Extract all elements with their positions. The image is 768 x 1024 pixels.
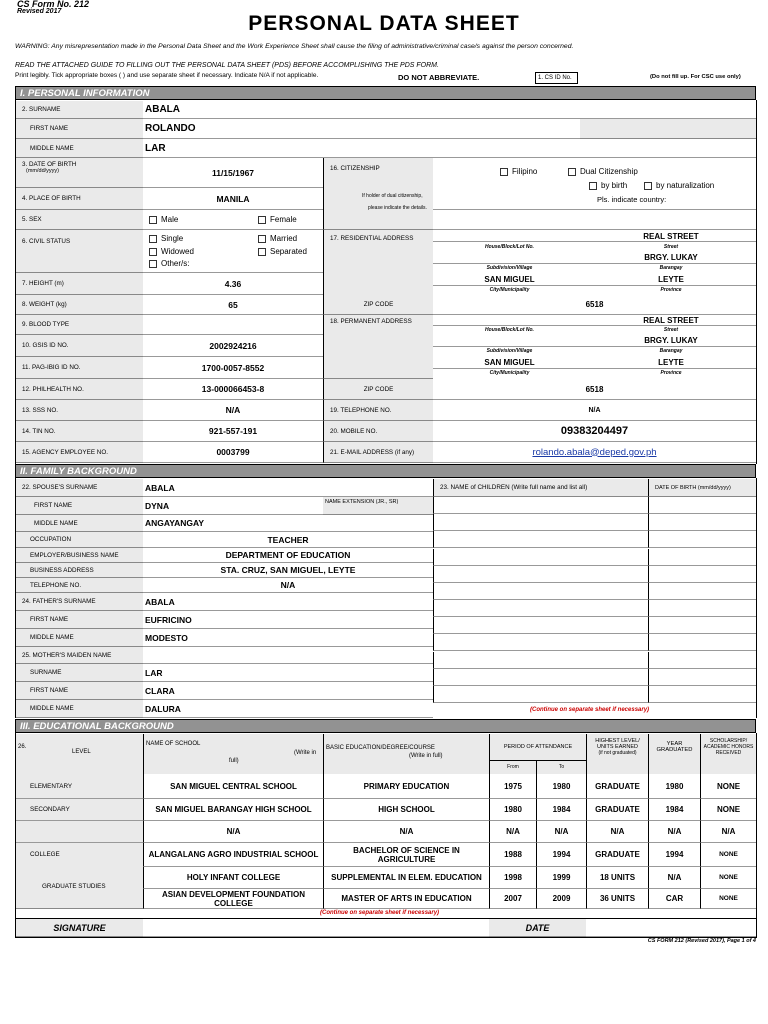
edu-school-cell[interactable]: HOLY INFANT COLLEGE <box>143 867 323 889</box>
mother-first-label: FIRST NAME <box>16 682 143 700</box>
sex-label: 5. SEX <box>16 210 143 230</box>
occupation-field[interactable]: TEACHER <box>143 532 433 548</box>
spouse-middle-field[interactable]: ANGAYANGAY <box>143 515 433 532</box>
edu-level-cell: SECONDARY <box>16 799 143 821</box>
edu-year-cell[interactable]: 1984 <box>648 799 700 821</box>
perm-zip-field[interactable]: 6518 <box>433 379 756 400</box>
civil-status-label: 6. CIVIL STATUS <box>16 230 143 273</box>
perm-city-caption: City/Municipality <box>489 370 530 376</box>
perm-subd-caption: Subdivision/Village <box>486 348 533 354</box>
philhealth-label: 12. PHILHEALTH NO. <box>16 379 143 400</box>
dob-label-cell <box>16 158 143 188</box>
edu-highest-text: HIGHEST LEVEL/ UNITS EARNED <box>595 738 640 750</box>
edu-course-cell[interactable]: PRIMARY EDUCATION <box>323 774 489 799</box>
edu-to-cell[interactable]: N/A <box>536 821 586 843</box>
graduate-studies-label: GRADUATE STUDIES <box>16 865 143 909</box>
child-dob-field[interactable] <box>648 497 756 514</box>
perm-subd-field[interactable] <box>433 335 586 347</box>
child-dob-field[interactable] <box>648 669 756 686</box>
date-field[interactable] <box>586 918 756 937</box>
pagibig-field[interactable]: 1700-0057-8552 <box>143 357 323 379</box>
res-city-caption: City/Municipality <box>489 287 530 293</box>
edu-highest-cell[interactable]: N/A <box>586 821 648 843</box>
dob-label: 3. DATE OF BIRTH <box>22 161 77 168</box>
edu-school-cell[interactable]: ASIAN DEVELOPMENT FOUNDATION COLLEGE <box>143 889 323 909</box>
res-brgy-field[interactable]: BRGY. LUKAY <box>586 252 756 264</box>
child-dob-field[interactable] <box>648 549 756 566</box>
spouse-tel-field[interactable]: N/A <box>143 578 433 593</box>
gsis-field[interactable]: 2002924216 <box>143 335 323 357</box>
civil-single-text: Single <box>161 234 184 243</box>
edu-school-cell[interactable]: N/A <box>143 821 323 843</box>
signature-field[interactable] <box>143 918 489 937</box>
perm-city-field[interactable]: SAN MIGUEL <box>433 357 586 369</box>
email-field[interactable]: rolando.abala@deped.gov.ph <box>433 442 756 463</box>
res-province-field[interactable]: LEYTE <box>586 274 756 286</box>
mother-surname-label: SURNAME <box>16 664 143 682</box>
pob-label: 4. PLACE OF BIRTH <box>16 188 143 210</box>
child-dob-field[interactable] <box>648 566 756 583</box>
edu-highest-header <box>586 734 648 774</box>
perm-street-caption: Street <box>663 327 679 333</box>
edu-to-header: To <box>536 760 586 774</box>
edu-course-cell[interactable]: BACHELOR OF SCIENCE IN AGRICULTURE <box>323 843 489 867</box>
mobile-label: 20. MOBILE NO. <box>323 421 433 442</box>
instructions-text: Print legibly. Tick appropriate boxes ( ) and use separate sheet if necessary. Indicate N/A if not applicable. <box>15 72 319 79</box>
dual-country-field[interactable] <box>433 210 756 230</box>
father-surname-field[interactable]: ABALA <box>143 593 433 611</box>
edu-school-full: full) <box>229 758 239 764</box>
edu-highest-cell[interactable]: 18 UNITS <box>586 867 648 889</box>
by-naturalization-option[interactable] <box>644 181 714 190</box>
edu-school-cell[interactable]: SAN MIGUEL CENTRAL SCHOOL <box>143 774 323 799</box>
name-extension-box <box>580 119 756 139</box>
cs-id-field[interactable]: 1. CS ID No. <box>535 72 578 84</box>
mother-surname-field[interactable]: LAR <box>143 664 433 682</box>
edu-level-header <box>16 734 143 774</box>
tin-label: 14. TIN NO. <box>16 421 143 442</box>
dual-note-2: please indicate the details. <box>368 205 427 211</box>
edu-honors-cell[interactable]: NONE <box>700 774 756 799</box>
citizenship-dual-option[interactable] <box>568 167 638 176</box>
res-subd-caption: Subdivision/Village <box>486 265 533 271</box>
perm-province-caption: Province <box>660 370 682 376</box>
height-label: 7. HEIGHT (m) <box>16 273 143 295</box>
edu-honors-cell[interactable]: NONE <box>700 799 756 821</box>
spouse-first-field[interactable]: DYNA <box>143 497 323 515</box>
citizenship-label-cell <box>323 158 433 230</box>
sss-field[interactable]: N/A <box>143 400 323 421</box>
page-title: PERSONAL DATA SHEET <box>248 12 520 35</box>
checkbox-icon <box>149 260 157 268</box>
mother-middle-field[interactable]: DALURA <box>143 700 433 718</box>
by-naturalization-text: by naturalization <box>656 181 715 190</box>
edu-from-cell[interactable]: 1980 <box>489 799 536 821</box>
civil-married-option[interactable] <box>258 234 297 243</box>
filipino-text: Filipino <box>512 167 538 176</box>
children-dob-header: DATE OF BIRTH (mm/dd/yyyy) <box>648 479 756 497</box>
edu-course-header <box>323 734 489 774</box>
edu-year-cell[interactable]: N/A <box>648 821 700 843</box>
section-educational-background: III. EDUCATIONAL BACKGROUND <box>15 719 756 733</box>
child-dob-field[interactable] <box>648 531 756 548</box>
checkbox-icon <box>589 182 597 190</box>
csc-use-note: (Do not fill up. For CSC use only) <box>650 74 741 80</box>
civil-separated-option[interactable] <box>258 247 307 256</box>
occupation-label: OCCUPATION <box>16 532 143 548</box>
edu-from-cell[interactable]: 1975 <box>489 774 536 799</box>
perm-brgy-caption: Barangay <box>659 348 683 354</box>
sex-female-text: Female <box>270 215 297 224</box>
res-subd-field[interactable] <box>433 252 586 264</box>
edu-from-cell[interactable]: N/A <box>489 821 536 843</box>
edu-from-cell[interactable]: 1988 <box>489 843 536 867</box>
sex-female-option[interactable] <box>258 215 297 224</box>
checkbox-icon <box>568 168 576 176</box>
edu-school-cell[interactable]: ALANGALANG AGRO INDUSTRIAL SCHOOL <box>143 843 323 867</box>
height-field[interactable]: 4.36 <box>143 273 323 295</box>
frame-right <box>756 100 757 464</box>
civil-single-option[interactable] <box>149 234 183 243</box>
edu-course-cell[interactable]: HIGH SCHOOL <box>323 799 489 821</box>
res-brgy-caption: Barangay <box>659 265 683 271</box>
perm-zip-label: ZIP CODE <box>323 379 433 400</box>
agency-employee-label: 15. AGENCY EMPLOYEE NO. <box>16 442 143 463</box>
checkbox-icon <box>149 235 157 243</box>
checkbox-icon <box>258 216 266 224</box>
child-dob-field[interactable] <box>648 617 756 634</box>
spouse-first-label: FIRST NAME <box>16 497 143 515</box>
tin-field[interactable]: 921-557-191 <box>143 421 323 442</box>
edu-highest-cell[interactable]: GRADUATE <box>586 799 648 821</box>
father-first-field[interactable]: EUFRICINO <box>143 611 433 629</box>
perm-house-field[interactable] <box>433 315 586 326</box>
edu-period-header: PERIOD OF ATTENDANCE <box>489 734 586 760</box>
blood-type-label: 9. BLOOD TYPE <box>16 315 143 335</box>
edu-level-cell <box>16 821 143 843</box>
edu-to-cell[interactable]: 1994 <box>536 843 586 867</box>
edu-honors-cell[interactable]: NONE <box>700 867 756 889</box>
checkbox-icon <box>258 235 266 243</box>
middle-name-field[interactable]: LAR <box>143 139 756 158</box>
child-dob-field[interactable] <box>648 583 756 600</box>
father-middle-field[interactable]: MODESTO <box>143 629 433 647</box>
mother-maiden-label: 25. MOTHER'S MAIDEN NAME <box>16 647 143 664</box>
edu-school-header <box>143 734 323 774</box>
first-name-field[interactable]: ROLANDO <box>143 119 580 139</box>
edu-year-cell[interactable]: 1980 <box>648 774 700 799</box>
sss-label: 13. SSS NO. <box>16 400 143 421</box>
perm-house-caption: House/Block/Lot No. <box>485 327 534 333</box>
child-dob-field[interactable] <box>648 686 756 703</box>
edu-level-text: LEVEL <box>72 749 91 755</box>
gsis-label: 10. GSIS ID NO. <box>16 335 143 357</box>
citizenship-filipino-option[interactable] <box>500 167 537 176</box>
revised-note: Revised 2017 <box>17 8 62 15</box>
civil-others-option[interactable] <box>149 259 189 268</box>
res-house-field[interactable] <box>433 232 586 242</box>
agency-employee-field[interactable]: 0003799 <box>143 442 323 463</box>
civil-widowed-option[interactable] <box>149 247 194 256</box>
civil-married-text: Married <box>270 234 298 243</box>
dob-field[interactable]: 11/15/1967 <box>143 158 323 188</box>
edu-course-cell[interactable]: SUPPLEMENTAL IN ELEM. EDUCATION <box>323 867 489 889</box>
edu-course-cell[interactable]: N/A <box>323 821 489 843</box>
edu-year-header: YEAR GRADUATED <box>648 734 700 774</box>
child-name-field[interactable] <box>433 634 648 651</box>
child-dob-field[interactable] <box>648 514 756 531</box>
first-name-label: FIRST NAME <box>16 119 143 139</box>
perm-brgy-field[interactable]: BRGY. LUKAY <box>586 335 756 347</box>
telephone-label: 19. TELEPHONE NO. <box>323 400 433 421</box>
edu-to-cell[interactable]: 1999 <box>536 867 586 889</box>
child-name-field[interactable] <box>433 600 648 617</box>
sex-male-option[interactable] <box>149 215 178 224</box>
mother-first-field[interactable]: CLARA <box>143 682 433 700</box>
child-name-field[interactable] <box>433 549 648 566</box>
child-dob-field[interactable] <box>648 600 756 617</box>
surname-field[interactable]: ABALA <box>143 101 756 119</box>
pagibig-label: 11. PAG-IBIG ID NO. <box>16 357 143 379</box>
form-number: CS Form No. 212 <box>17 0 90 9</box>
dob-format: (mm/dd/yyyy) <box>26 168 59 174</box>
employer-label: EMPLOYER/BUSINESS NAME <box>16 548 143 563</box>
mother-maiden-field <box>143 647 433 664</box>
edu-highest-cell[interactable]: 36 UNITS <box>586 889 648 909</box>
edu-school-text: NAME OF SCHOOL <box>146 741 201 747</box>
edu-school-cell[interactable]: SAN MIGUEL BARANGAY HIGH SCHOOL <box>143 799 323 821</box>
children-name-header: 23. NAME of CHILDREN (Write full name and list all) <box>433 479 648 497</box>
edu-highest-cell[interactable]: GRADUATE <box>586 774 648 799</box>
edu-honors-cell[interactable]: NONE <box>700 843 756 867</box>
spouse-middle-label: MIDDLE NAME <box>16 515 143 532</box>
child-name-field[interactable] <box>433 617 648 634</box>
edu-to-cell[interactable]: 2009 <box>536 889 586 909</box>
weight-label: 8. WEIGHT (kg) <box>16 295 143 315</box>
surname-label: 2. SURNAME <box>16 101 143 119</box>
child-name-field[interactable] <box>433 566 648 583</box>
family-continue-note: (Continue on separate sheet if necessary) <box>530 707 650 713</box>
edu-from-cell[interactable]: 1998 <box>489 867 536 889</box>
guide-text: READ THE ATTACHED GUIDE TO FILLING OUT THE PERSONAL DATA SHEET (PDS) BEFORE ACCOMPLISHING THE PDS FORM. <box>15 62 439 69</box>
edu-school-write: (Write in <box>294 750 317 756</box>
perm-province-field[interactable]: LEYTE <box>586 357 756 369</box>
father-first-label: FIRST NAME <box>16 611 143 629</box>
checkbox-icon <box>500 168 508 176</box>
edu-honors-cell[interactable]: N/A <box>700 821 756 843</box>
edu-honors-cell[interactable]: NONE <box>700 889 756 909</box>
spouse-name-extension[interactable]: NAME EXTENSION (JR., SR) <box>323 497 433 515</box>
perm-street-field[interactable]: REAL STREET <box>586 315 756 326</box>
res-zip-field[interactable]: 6518 <box>433 295 756 315</box>
res-province-caption: Province <box>660 287 682 293</box>
indicate-country-text: Pls. indicate country: <box>597 195 667 204</box>
child-name-field[interactable] <box>433 514 648 531</box>
father-surname-label: 24. FATHER'S SURNAME <box>16 593 143 611</box>
res-house-caption: House/Block/Lot No. <box>485 244 534 250</box>
blood-type-field[interactable] <box>143 315 323 335</box>
edu-from-header: From <box>489 760 536 774</box>
father-middle-label: MIDDLE NAME <box>16 629 143 647</box>
mother-middle-label: MIDDLE NAME <box>16 700 143 718</box>
child-name-field[interactable] <box>433 531 648 548</box>
res-city-field[interactable]: SAN MIGUEL <box>433 274 586 286</box>
permanent-address-label: 18. PERMANENT ADDRESS <box>323 315 433 379</box>
frame-right-2 <box>756 478 757 718</box>
edu-course-text: BASIC EDUCATION/DEGREE/COURSE <box>326 745 435 751</box>
child-name-field[interactable] <box>433 497 648 514</box>
checkbox-icon <box>644 182 652 190</box>
date-label: DATE <box>489 918 586 937</box>
middle-name-label: MIDDLE NAME <box>16 139 143 158</box>
by-birth-text: by birth <box>601 181 628 190</box>
employer-field[interactable]: DEPARTMENT OF EDUCATION <box>143 548 433 563</box>
child-dob-field[interactable] <box>648 652 756 669</box>
section-family-background: II. FAMILY BACKGROUND <box>15 464 756 478</box>
child-name-field[interactable] <box>433 583 648 600</box>
signature-label: SIGNATURE <box>16 918 143 937</box>
dual-text: Dual Citizenship <box>580 167 638 176</box>
edu-num: 26. <box>18 744 27 750</box>
sex-male-text: Male <box>161 215 179 224</box>
warning-text: WARNING: Any misrepresentation made in the Personal Data Sheet and the Work Experience Sheet shall cause the filing of administrative/criminal case/s against the person concerned. <box>15 43 574 50</box>
business-address-label: BUSINESS ADDRESS <box>16 563 143 578</box>
checkbox-icon <box>149 248 157 256</box>
business-address-field[interactable]: STA. CRUZ, SAN MIGUEL, LEYTE <box>143 563 433 578</box>
abbreviate-note: DO NOT ABBREVIATE. <box>398 73 480 82</box>
citizenship-label: 16. CITIZENSHIP <box>330 165 380 172</box>
edu-level-cell: ELEMENTARY <box>16 774 143 799</box>
spouse-surname-field[interactable]: ABALA <box>143 479 433 497</box>
pob-field[interactable]: MANILA <box>143 188 323 210</box>
by-birth-option[interactable] <box>589 181 627 190</box>
email-label: 21. E-MAIL ADDRESS (if any) <box>323 442 433 463</box>
edu-to-cell[interactable]: 1984 <box>536 799 586 821</box>
page-number: CS FORM 212 (Revised 2017), Page 1 of 4 <box>647 938 756 944</box>
edu-level-cell: COLLEGE <box>16 843 143 867</box>
education-continue-note: (Continue on separate sheet if necessary) <box>320 910 440 916</box>
edu-course-write: (Write in full) <box>409 753 443 759</box>
dual-note-1: If holder of dual citizenship, <box>362 193 423 199</box>
section-personal-information: I. PERSONAL INFORMATION <box>15 86 756 100</box>
edu-year-cell[interactable]: 1994 <box>648 843 700 867</box>
edu-highest-cell[interactable]: GRADUATE <box>586 843 648 867</box>
edu-year-cell[interactable]: CAR <box>648 889 700 909</box>
edu-highest-note: (if not graduated) <box>598 750 637 756</box>
frame-right-3 <box>756 733 757 938</box>
edu-year-cell[interactable]: N/A <box>648 867 700 889</box>
children-list <box>433 497 756 703</box>
civil-widowed-text: Widowed <box>161 247 194 256</box>
res-street-field[interactable]: REAL STREET <box>586 232 756 242</box>
child-name-field[interactable] <box>433 686 648 703</box>
res-zip-label: ZIP CODE <box>323 295 433 315</box>
child-name-field[interactable] <box>433 669 648 686</box>
checkbox-icon <box>258 248 266 256</box>
child-dob-field[interactable] <box>648 634 756 651</box>
civil-others-text: Other/s: <box>161 259 190 268</box>
telephone-field[interactable]: N/A <box>433 400 756 421</box>
edu-honors-header: SCHOLARSHIP/ ACADEMIC HONORS RECEIVED <box>700 734 756 774</box>
residential-address-label: 17. RESIDENTIAL ADDRESS <box>323 230 433 315</box>
civil-separated-text: Separated <box>270 247 307 256</box>
spouse-surname-label: 22. SPOUSE'S SURNAME <box>16 479 143 497</box>
weight-field[interactable]: 65 <box>143 295 323 315</box>
spouse-tel-label: TELEPHONE NO. <box>16 578 143 593</box>
edu-from-cell[interactable]: 2007 <box>489 889 536 909</box>
edu-to-cell[interactable]: 1980 <box>536 774 586 799</box>
mobile-field[interactable]: 09383204497 <box>433 421 756 442</box>
child-name-field[interactable] <box>433 652 648 669</box>
philhealth-field[interactable]: 13-000066453-8 <box>143 379 323 400</box>
checkbox-icon <box>149 216 157 224</box>
res-street-caption: Street <box>663 244 679 250</box>
edu-course-cell[interactable]: MASTER OF ARTS IN EDUCATION <box>323 889 489 909</box>
